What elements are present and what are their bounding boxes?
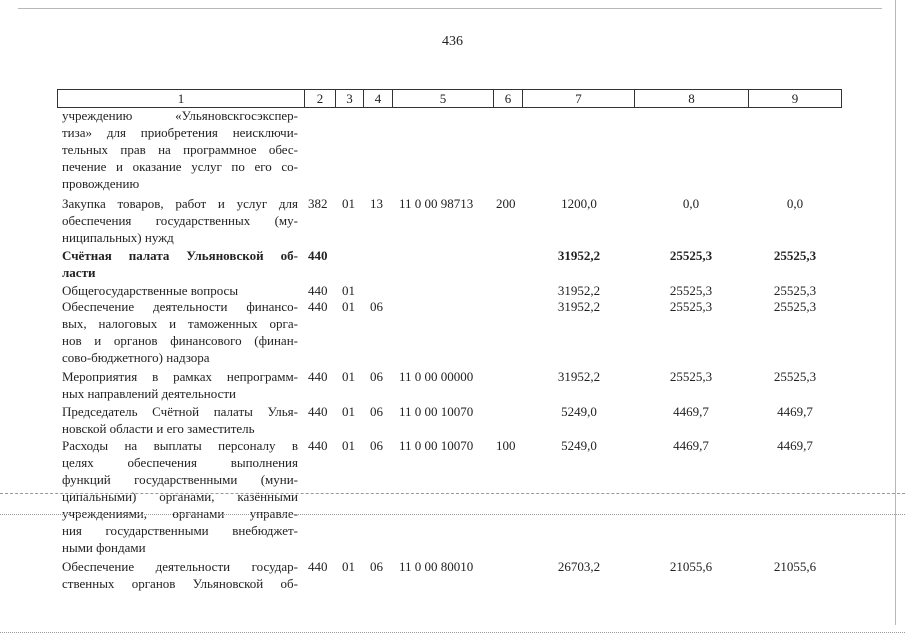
- description-line: ственных органов Ульяновской об-: [62, 576, 298, 591]
- cell-expense-type: 200: [496, 196, 516, 211]
- cell-amount-col9: 25525,3: [773, 369, 817, 384]
- row-description: [62, 368, 298, 402]
- cell-target-article: 11 0 00 80010: [399, 559, 474, 574]
- header-col-7: 7: [522, 90, 634, 107]
- cell-amount-col7: 5249,0: [561, 438, 597, 453]
- cell-amount-col7: 31952,2: [557, 369, 601, 384]
- scan-fold-line: [0, 514, 905, 515]
- header-col-3: 3: [335, 90, 363, 107]
- description-line: ных направлений деятельности: [62, 386, 236, 401]
- cell-amount-col8: 4469,7: [673, 438, 709, 453]
- cell-amount-col8: 21055,6: [669, 559, 713, 574]
- scan-fold-line: [0, 493, 905, 494]
- cell-section: 01: [342, 438, 355, 453]
- cell-subsection: 06: [370, 369, 383, 384]
- row-description: [62, 437, 298, 556]
- description-line: ниципальных) нужд: [62, 230, 174, 245]
- cell-target-article: 11 0 00 10070: [399, 438, 474, 453]
- cell-amount-col8: 4469,7: [673, 404, 709, 419]
- description-line: Закупка товаров, работ и услуг для: [62, 196, 298, 211]
- description-line: функций государственными (муни-: [62, 472, 298, 487]
- description-line: новской области и его заместитель: [62, 421, 255, 436]
- cell-amount-col8: 25525,3: [669, 248, 713, 263]
- cell-admin-code: 382: [308, 196, 328, 211]
- description-line: тельных прав на программное обес-: [62, 142, 298, 157]
- description-line: нов и органов финансового (финан-: [62, 333, 298, 348]
- cell-amount-col9: 21055,6: [773, 559, 817, 574]
- row-description: [62, 298, 298, 366]
- cell-amount-col7: 26703,2: [557, 559, 601, 574]
- cell-section: 01: [342, 196, 355, 211]
- cell-amount-col7: 31952,2: [557, 299, 601, 314]
- cell-amount-col9: 25525,3: [773, 299, 817, 314]
- row-description: [62, 107, 298, 192]
- cell-section: 01: [342, 559, 355, 574]
- description-line: учреждениями, органами управле-: [62, 506, 298, 521]
- row-description: [62, 558, 298, 592]
- header-col-9: 9: [748, 90, 841, 107]
- description-line: целях обеспечения выполнения: [62, 455, 298, 470]
- cell-admin-code: 440: [308, 283, 328, 298]
- description-line: сово-бюджетного) надзора: [62, 350, 210, 365]
- description-line: учреждению «Ульяновскгосэкспер-: [62, 108, 298, 123]
- description-line: Обеспечение деятельности государ-: [62, 559, 298, 574]
- description-line: Обеспечение деятельности финансо-: [62, 299, 298, 314]
- description-line: тиза» для приобретения неисключи-: [62, 125, 298, 140]
- cell-admin-code: 440: [308, 299, 328, 314]
- description-line: вых, налоговых и таможенных орга-: [62, 316, 298, 331]
- cell-target-article: 11 0 00 00000: [399, 369, 474, 384]
- cell-subsection: 13: [370, 196, 383, 211]
- row-description: [62, 282, 298, 299]
- description-line: Общегосударственные вопросы: [62, 283, 239, 298]
- cell-amount-col9: 25525,3: [773, 248, 817, 263]
- description-line: Мероприятия в рамках непрограмм-: [62, 369, 298, 384]
- header-col-1: 1: [177, 91, 185, 106]
- description-line: Расходы на выплаты персоналу в: [62, 438, 298, 453]
- cell-subsection: 06: [370, 299, 383, 314]
- row-description: [62, 403, 298, 437]
- header-col-8: 8: [634, 90, 748, 107]
- cell-subsection: 06: [370, 404, 383, 419]
- cell-admin-code: 440: [308, 248, 328, 263]
- cell-section: 01: [342, 299, 355, 314]
- cell-section: 01: [342, 283, 355, 298]
- cell-target-article: 11 0 00 10070: [399, 404, 474, 419]
- table-header: [57, 89, 842, 108]
- cell-amount-col8: 25525,3: [669, 369, 713, 384]
- cell-amount-col9: 0,0: [786, 196, 804, 211]
- description-line: ципальными) органами, казёнными: [62, 489, 298, 504]
- cell-admin-code: 440: [308, 559, 328, 574]
- description-line: ния государственными внебюджет-: [62, 523, 298, 538]
- row-description: [62, 247, 298, 281]
- scan-bottom-edge: [0, 632, 905, 633]
- cell-amount-col8: 25525,3: [669, 283, 713, 298]
- cell-section: 01: [342, 404, 355, 419]
- description-line: печение и оказание услуг по его со-: [62, 159, 298, 174]
- cell-amount-col9: 25525,3: [773, 283, 817, 298]
- description-line: Счётная палата Ульяновской об-: [62, 248, 298, 263]
- cell-expense-type: 100: [496, 438, 516, 453]
- description-line: провождению: [62, 176, 140, 191]
- cell-admin-code: 440: [308, 438, 328, 453]
- header-col-4: 4: [363, 90, 392, 107]
- cell-admin-code: 440: [308, 369, 328, 384]
- cell-subsection: 06: [370, 438, 383, 453]
- header-col-6: 6: [493, 90, 522, 107]
- row-description: [62, 195, 298, 246]
- cell-target-article: 11 0 00 98713: [399, 196, 474, 211]
- cell-amount-col7: 31952,2: [557, 283, 601, 298]
- cell-section: 01: [342, 369, 355, 384]
- cell-subsection: 06: [370, 559, 383, 574]
- cell-amount-col7: 31952,2: [557, 248, 601, 263]
- cell-admin-code: 440: [308, 404, 328, 419]
- cell-amount-col9: 4469,7: [777, 404, 813, 419]
- description-line: ласти: [62, 265, 96, 280]
- page-number: 436: [442, 34, 463, 49]
- cell-amount-col8: 25525,3: [669, 299, 713, 314]
- header-col-2: 2: [304, 90, 335, 107]
- description-line: ными фондами: [62, 540, 146, 555]
- description-line: обеспечения государственных (му-: [62, 213, 298, 228]
- cell-amount-col7: 1200,0: [561, 196, 597, 211]
- cell-amount-col9: 4469,7: [777, 438, 813, 453]
- scan-frame-right: [895, 0, 896, 625]
- scan-frame-top: [18, 8, 882, 9]
- cell-amount-col7: 5249,0: [561, 404, 597, 419]
- description-line: Председатель Счётной палаты Улья-: [62, 404, 298, 419]
- cell-amount-col8: 0,0: [682, 196, 700, 211]
- header-col-5: 5: [392, 90, 493, 107]
